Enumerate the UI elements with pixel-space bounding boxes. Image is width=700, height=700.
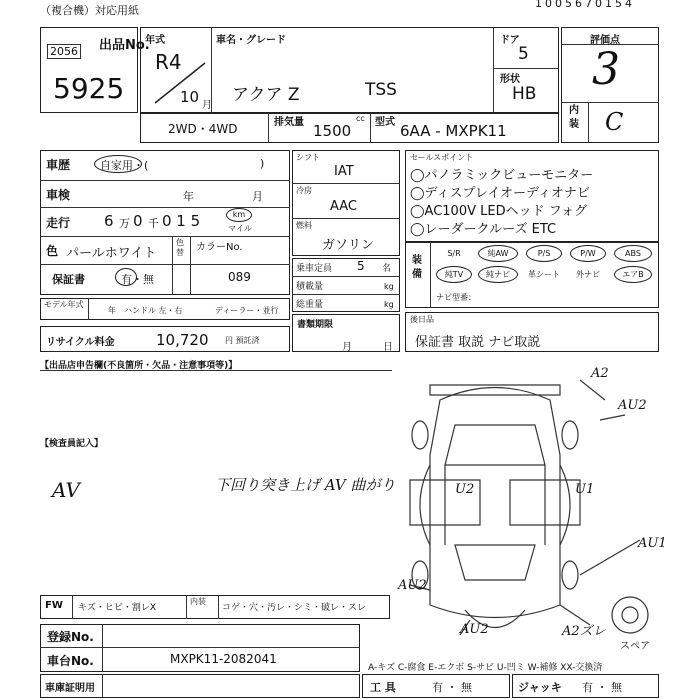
- modelyear-handle: ハンドル 左・右: [124, 306, 183, 315]
- tools-options: 有 ・ 無: [432, 681, 472, 694]
- modelyear-year: 年: [108, 306, 116, 315]
- jack-options: 有 ・ 無: [582, 681, 622, 694]
- year-month: 10: [180, 88, 200, 106]
- equip-ps: P/S: [526, 245, 562, 262]
- load-unit: kg: [384, 282, 394, 291]
- tools-label: 工 具: [370, 681, 396, 694]
- mark-au2-left: AU2: [398, 578, 427, 593]
- color-value: パールホワイト: [66, 246, 157, 261]
- color-label: 色: [46, 244, 59, 258]
- navi-model-label: ナビ型番：: [436, 293, 476, 302]
- jack-label: ジャッキ: [518, 681, 562, 694]
- inspection-month: 月: [252, 190, 263, 203]
- gross-label: 総重量: [296, 300, 324, 310]
- deadline-month: 月: [342, 342, 352, 353]
- inspection-year: 年: [183, 190, 194, 203]
- spare-label: スペア: [620, 641, 650, 652]
- shape-value: HB: [512, 84, 537, 104]
- lot-small: 2056: [47, 44, 81, 59]
- shift-label: シフト: [296, 153, 320, 162]
- sales-point-4: ◯レーダークルーズ ETC: [410, 222, 557, 237]
- sales-points-label: セールスポイント: [410, 153, 474, 162]
- mileage-man-unit: 万: [119, 217, 130, 230]
- year-label: 年式: [145, 35, 165, 46]
- fuel-value: ガソリン: [322, 238, 375, 253]
- equip-ext-navi: 外ナビ: [576, 270, 600, 279]
- color-code: 089: [228, 270, 251, 284]
- reg-label: 登録No.: [47, 630, 94, 644]
- sales-point-3: ◯AC100V LEDヘッド フォグ: [410, 204, 588, 219]
- car-damage-diagram: [400, 355, 700, 655]
- car-name: アクア Z: [232, 85, 300, 105]
- warranty-options: 有・無: [121, 273, 154, 286]
- ac-label: 冷房: [296, 186, 312, 195]
- inspector-note-1: AV: [52, 478, 80, 502]
- car-name-label: 車名・グレード: [216, 35, 286, 46]
- deadline-label: 書類期限: [297, 320, 334, 330]
- history-close: ): [260, 157, 265, 170]
- fw-interior-items: コゲ・穴・汚レ・シミ・破レ・スレ: [222, 603, 367, 613]
- car-grade: TSS: [365, 80, 397, 100]
- inspector-label: 【検査員記入】: [40, 439, 104, 449]
- doors-value: 5: [518, 44, 529, 64]
- ac-value: AAC: [330, 199, 357, 214]
- equip-aw: 純AW: [478, 245, 518, 262]
- mark-au1: AU1: [638, 536, 667, 551]
- grade-score: 3: [592, 44, 620, 95]
- displacement-label: 排気量: [274, 117, 304, 128]
- mark-u1: U1: [575, 482, 595, 497]
- capacity-unit: 名: [382, 264, 392, 274]
- equip-tv: 純TV: [436, 266, 472, 283]
- year-slash: [150, 58, 210, 108]
- year-era: R4: [155, 50, 182, 74]
- mileage-sen: 0: [133, 212, 143, 230]
- history-options: 自家用・(: [100, 159, 149, 172]
- remarks-label: 【出品店申告欄(不良箇所・欠品・注意事項等)】: [40, 361, 238, 371]
- mileage-man: 6: [104, 212, 114, 230]
- mark-a2-zure: A2ズレ: [562, 624, 606, 639]
- mileage-unit-mile: マイル: [228, 224, 252, 233]
- model-value: 6AA - MXPK11: [400, 122, 507, 140]
- fw-label: FW: [45, 600, 63, 611]
- mileage-rest: 0 1 5: [162, 212, 201, 230]
- cert-label: 車庫証明用: [45, 683, 95, 694]
- color-code-label: カラーNo.: [196, 242, 243, 253]
- mileage-sen-unit: 千: [148, 217, 159, 230]
- gross-unit: kg: [384, 300, 394, 309]
- damage-legend: A-キズ C-腐食 E-エクボ S-サビ U-凹ミ W-補修 XX-交換済: [368, 663, 603, 673]
- after-value: 保証書 取説 ナビ取説: [415, 335, 541, 350]
- after-label: 後日品: [410, 315, 434, 324]
- modelyear-dealer: ディーラー・並行: [215, 306, 279, 315]
- equip-pw: P/W: [570, 245, 606, 262]
- interior-grade: C: [605, 108, 624, 136]
- inspection-label: 車検: [46, 188, 71, 202]
- equip-airbag: エアB: [614, 266, 652, 283]
- recycle-label: リサイクル料金: [46, 337, 115, 348]
- equip-navi: 純ナビ: [478, 266, 518, 283]
- fw-items: キズ・ヒビ・割レX: [78, 603, 156, 613]
- equip-abs: ABS: [614, 245, 652, 262]
- capacity-value: 5: [357, 259, 365, 273]
- equipment-label: 装備: [412, 255, 422, 280]
- equip-sr: S/R: [447, 249, 461, 258]
- mark-au2-right: AU2: [618, 398, 647, 413]
- recycle-unit: 円 預託済: [225, 336, 260, 345]
- doors-label: ドア: [500, 35, 520, 46]
- color-change-label: 色替: [176, 238, 184, 257]
- mileage-label: 走行: [46, 216, 71, 230]
- lot-box: [40, 27, 150, 113]
- mileage-unit-km: km: [226, 208, 252, 222]
- modelyear-label: モデル年式: [44, 300, 84, 309]
- mark-u2: U2: [455, 482, 475, 497]
- drive-type: 2WD・4WD: [168, 122, 238, 136]
- lot-number: 5925: [53, 72, 125, 105]
- model-label: 型式: [375, 117, 395, 128]
- mark-a2-top: A2: [591, 366, 609, 381]
- deadline-day: 日: [383, 342, 393, 353]
- recycle-value: 10,720: [156, 331, 209, 349]
- form-header: （複合機）対応用紙: [40, 4, 139, 17]
- capacity-label: 乗車定員: [296, 264, 333, 274]
- equip-leather: 革シート: [528, 270, 560, 279]
- sales-point-2: ◯ディスプレイオーディオナビ: [410, 186, 590, 201]
- interior-label: 内装: [569, 105, 579, 130]
- warranty-label: 保証書: [52, 273, 85, 286]
- displacement-value: 1500: [313, 122, 352, 140]
- year-month-unit: 月: [202, 100, 212, 111]
- fw-interior-label: 内装: [190, 597, 206, 606]
- chassis-value: MXPK11-2082041: [170, 652, 277, 666]
- grade-label: 評価点: [590, 35, 620, 46]
- displacement-unit: cc: [356, 114, 365, 123]
- mark-au2-bottom: AU2: [460, 622, 489, 637]
- form-serial: 1005670154: [535, 0, 635, 10]
- sales-point-1: ◯パノラミックビューモニター: [410, 168, 594, 183]
- fuel-label: 燃料: [296, 221, 312, 230]
- load-label: 積載量: [296, 282, 324, 292]
- history-label: 車歴: [46, 158, 71, 172]
- shift-value: IAT: [334, 164, 354, 179]
- inspector-note-2: 下回り突き上げ AV 曲がり: [215, 476, 396, 494]
- shape-label: 形状: [500, 74, 520, 85]
- chassis-label: 車台No.: [47, 654, 94, 668]
- lot-label: 出品No.: [99, 38, 150, 53]
